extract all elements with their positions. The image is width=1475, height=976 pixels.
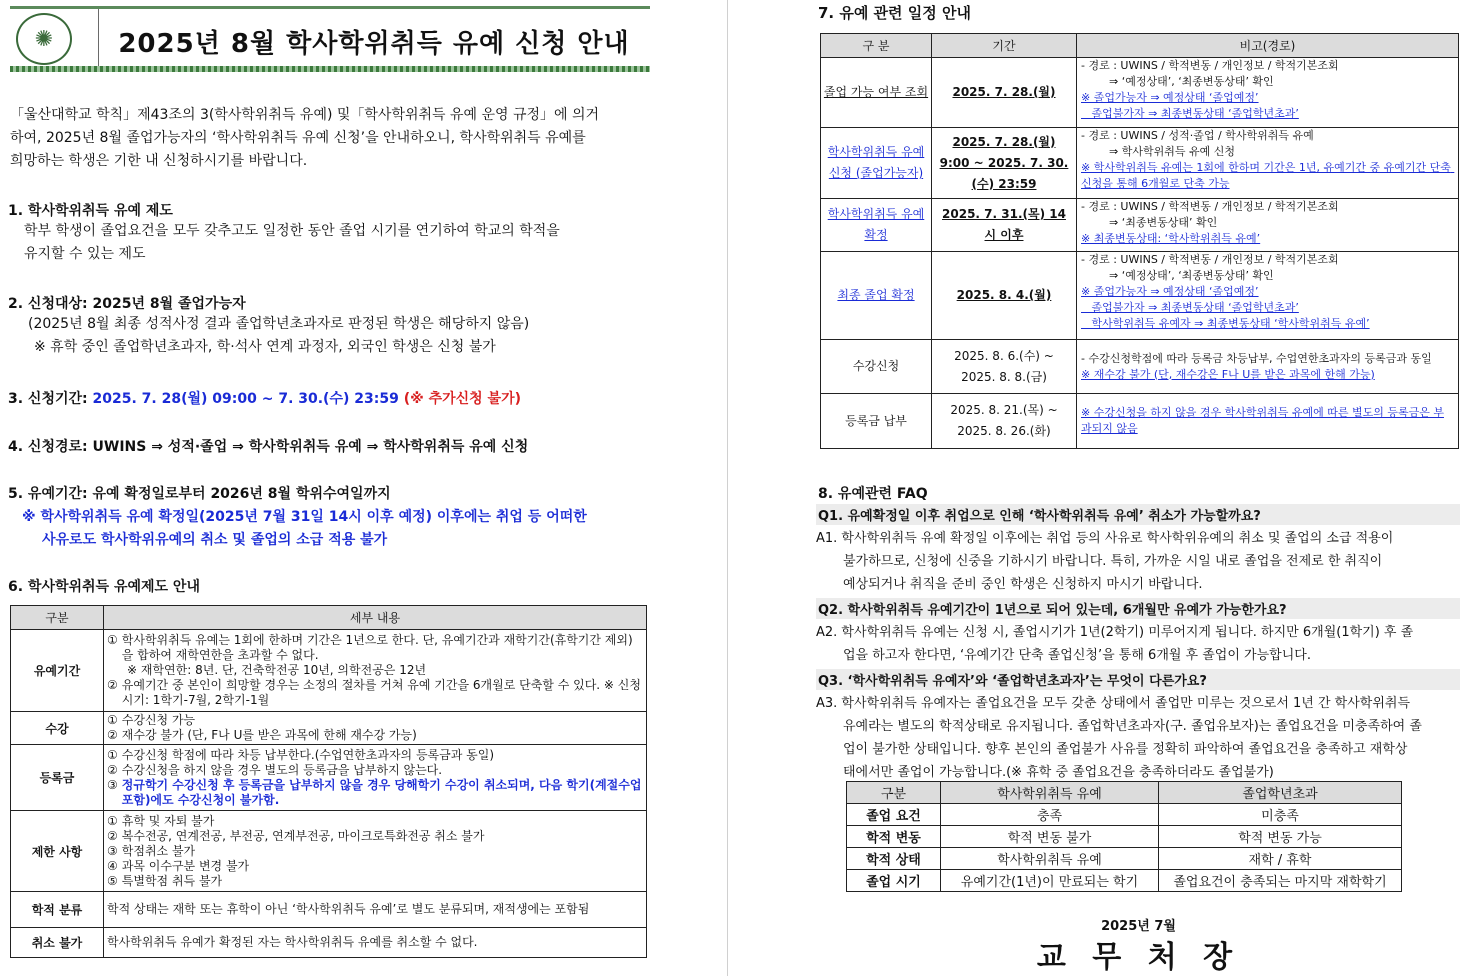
table-header-cell: 학사학위취득 유예: [941, 782, 1159, 804]
item-number: ①: [107, 747, 118, 762]
table-row: [847, 804, 1402, 826]
item-text: ※ 재학연한: 8년. 단, 건축학전공 10년, 의학전공은 12년: [127, 663, 427, 677]
document-header: [10, 6, 650, 72]
faq-answer-line: 예상되거나 취직을 준비 중인 학생은 신청하지 마시기 바랍니다.: [843, 577, 1203, 592]
faq-question: Q2. 학사학위취득 유예기간이 1년으로 되어 있는데, 6개월만 유예가 가능한가요?: [816, 598, 1460, 619]
schedule-period-cell: 2025. 7. 28.(월) 9:00 ~ 2025. 7. 30.(수) 23:59: [932, 128, 1077, 199]
schedule-label-cell: 등록금 납부: [821, 394, 932, 449]
list-item: [107, 902, 643, 917]
note-line: ⇒ 학사학위취득 유예 신청: [1081, 145, 1235, 158]
item-number: ①: [107, 633, 118, 647]
note-line: - 경로 : UWINS / 성적·졸업 / 학사학위취득 유예: [1081, 129, 1314, 142]
item-number: ②: [107, 762, 118, 777]
content-list: [107, 633, 643, 708]
schedule-table: [820, 33, 1459, 449]
schedule-notes-cell: [1077, 58, 1459, 128]
row-content-cell: [104, 892, 647, 928]
list-item: [107, 829, 643, 844]
list-item: [107, 713, 643, 728]
schedule-period-cell: 2025. 7. 31.(목) 14시 이후: [932, 199, 1077, 252]
table-row: [821, 199, 1459, 252]
note-line: ⇒ ‘예정상태’, ‘최종변동상태’ 확인: [1081, 269, 1274, 282]
table-cell: 학적 변동 가능: [1159, 826, 1402, 848]
schedule-label-cell: 수강신청: [821, 340, 932, 394]
note-line: 학사학위취득 유예자 ⇒ 최종변동상태 ‘학사학위취득 유예’: [1081, 317, 1370, 330]
list-item: [107, 778, 643, 808]
note-line: ⇒ ‘예정상태’, ‘최종변동상태’ 확인: [1081, 75, 1274, 88]
intro-line: 「울산대학교 학칙」제43조의 3(학사학위취득 유예) 및「학사학위취득 유예 운영 규정」에 의거: [10, 107, 600, 123]
schedule-notes-cell: [1077, 199, 1459, 252]
row-label-cell: 학적 분류: [11, 892, 104, 928]
faq-question: Q1. 유예확정일 이후 취업으로 인해 ‘학사학위취득 유예’ 취소가 가능할까요?: [816, 504, 1460, 525]
table-row: [11, 745, 647, 811]
document-page-left: [0, 0, 660, 976]
table-row: [11, 712, 647, 745]
section-5-note-line: ※ 학사학위취득 유예 확정일(2025년 7월 31일 14시 이후 예정) 이후에는 취업 등 어떠한: [22, 509, 587, 525]
faq-answer-line: A2. 학사학위취득 유예는 신청 시, 졸업시기가 1년(2학기) 미루어지게 됩니다. 하지만 6개월(1학기) 후 졸: [816, 625, 1414, 640]
item-number: ⑤: [107, 873, 118, 888]
note-line: - 경로 : UWINS / 학적변동 / 개인정보 / 학적기본조회: [1081, 253, 1339, 266]
section-3-note: (※ 추가신청 불가): [403, 391, 522, 407]
row-content-cell: [104, 712, 647, 745]
content-list: [107, 713, 643, 743]
schedule-notes-cell: [1077, 252, 1459, 340]
item-text: 정규학기 수강신청 후 등록금을 납부하지 않을 경우 당해학기 수강이 취소되며, 다음 학기(계절수업 포함)에도 수강신청이 불가함.: [121, 777, 642, 807]
table-header-cell: 세부 내용: [104, 606, 647, 630]
table-cell: 졸업 요건: [847, 804, 941, 826]
list-item: [107, 844, 643, 859]
section-2-body: [28, 313, 529, 359]
note-line: ※ 졸업가능자 ⇒ 예정상태 ‘졸업예정’: [1081, 285, 1259, 298]
schedule-label-cell: 학사학위취득 유예 신청 (졸업가능자): [821, 128, 932, 199]
schedule-period-cell: 2025. 8. 6.(수) ~ 2025. 8. 8.(금): [932, 340, 1077, 394]
item-number: ③: [107, 777, 118, 792]
section-6-title: 6. 학사학위취득 유예제도 안내: [8, 579, 200, 595]
faq-question: Q3. ‘학사학위취득 유예자’와 ‘졸업학년초과자’는 무엇이 다른가요?: [816, 669, 1460, 690]
table-cell: 재학 / 휴학: [1159, 848, 1402, 870]
faq-answer: [816, 527, 1460, 596]
document-title: 2025년 8월 학사학위취득 유예 신청 안내: [118, 29, 630, 59]
table-cell: 학적 상태: [847, 848, 941, 870]
table-cell: 학사학위취득 유예: [941, 848, 1159, 870]
table-cell: 졸업 시기: [847, 870, 941, 892]
university-seal-icon: ✺: [16, 13, 72, 65]
item-text: 수강신청 가능: [121, 713, 196, 727]
row-label-cell: 취소 불가: [11, 928, 104, 958]
note-line: 졸업불가자 ⇒ 최종변동상태 ‘졸업학년초과’: [1081, 301, 1299, 314]
item-text: 복수전공, 연계전공, 부전공, 연계부전공, 마이크로특화전공 취소 불가: [121, 828, 485, 843]
schedule-label-cell: 졸업 가능 여부 조회: [821, 58, 932, 128]
table-row: [11, 892, 647, 928]
section-7-title: 7. 유예 관련 일정 안내: [818, 4, 971, 22]
table-row: [847, 826, 1402, 848]
table-row: [821, 58, 1459, 128]
page-gutter: [727, 0, 728, 976]
section-2-note: ※ 휴학 중인 졸업학년초과자, 학·석사 연계 과정자, 외국인 학생은 신청 불가: [34, 339, 496, 355]
section-3-period: 2025. 7. 28(월) 09:00 ~ 7. 30.(수) 23:59: [92, 391, 399, 407]
list-item: [107, 678, 643, 708]
section-1-body: [24, 220, 560, 266]
faq-answer-line: 불가하므로, 신청에 신중을 기하시기 바랍니다. 특히, 가까운 시일 내로 졸업을 전제로 한 취직이: [843, 554, 1383, 569]
item-text: 휴학 및 자퇴 불가: [121, 813, 215, 828]
row-label-cell: 제한 사항: [11, 811, 104, 892]
faq-answer-line: 유예라는 별도의 학적상태로 유지됩니다. 졸업학년초과자(구. 졸업유보자)는 졸업요건을 미충족하여 졸: [843, 719, 1422, 734]
section-2-title: 2. 신청대상: 2025년 8월 졸업가능자: [8, 296, 246, 312]
table-row: [847, 848, 1402, 870]
section-1-line: 유지할 수 있는 제도: [24, 246, 146, 262]
section-3: [8, 388, 521, 408]
table-header-cell: 구분: [11, 606, 104, 630]
section-5-title: 5. 유예기간: 유예 확정일로부터 2026년 8월 학위수여일까지: [8, 486, 391, 502]
faq-list: [816, 504, 1460, 784]
section-1-line: 학부 학생이 졸업요건을 모두 갖추고도 일정한 동안 졸업 시기를 연기하여 학교의 학적을: [24, 223, 560, 239]
intro-line: 희망하는 학생은 기한 내 신청하시기를 바랍니다.: [10, 153, 308, 169]
section-1-title: 1. 학사학위취득 유예 제도: [8, 203, 173, 219]
content-list: [107, 814, 643, 889]
table-cell: 충족: [941, 804, 1159, 826]
schedule-period-cell: 2025. 8. 21.(목) ~ 2025. 8. 26.(화): [932, 394, 1077, 449]
faq-answer: [816, 692, 1460, 784]
list-item: [107, 874, 643, 889]
table-row: [847, 870, 1402, 892]
item-text: 학사학위취득 유예가 확정된 자는 학사학위취득 유예를 취소할 수 없다.: [107, 935, 478, 949]
table-row: [11, 928, 647, 958]
header-decorative-band: [10, 66, 650, 72]
item-number: ③: [107, 843, 118, 858]
intro-paragraph: [10, 104, 599, 173]
item-number: ①: [107, 713, 118, 727]
item-text: 유예기간 중 본인이 희망할 경우는 소정의 절차를 거쳐 유예 기간을 6개월로 단축할 수 있다. ※ 신청시기: 1학기-7월, 2학기-1월: [121, 678, 641, 707]
faq-answer-line: 태에서만 졸업이 가능합니다.(※ 휴학 중 졸업요건을 충족하더라도 졸업불가): [843, 765, 1274, 780]
list-item: [107, 859, 643, 874]
table-row: [821, 128, 1459, 199]
list-item: [107, 663, 643, 678]
list-item: [107, 935, 643, 950]
item-number: ④: [107, 858, 118, 873]
section-8-title: 8. 유예관련 FAQ: [818, 486, 928, 502]
note-line: ⇒ ‘최종변동상태’ 확인: [1081, 216, 1218, 229]
comparison-table: [846, 781, 1402, 892]
row-label-cell: 유예기간: [11, 630, 104, 712]
item-text: 수강신청을 하지 않을 경우 별도의 등록금을 납부하지 않는다.: [121, 762, 443, 777]
row-content-cell: [104, 811, 647, 892]
schedule-label-cell: 학사학위취득 유예 확정: [821, 199, 932, 252]
table-header-cell: 졸업학년초과: [1159, 782, 1402, 804]
item-text: 학적 상태는 재학 또는 휴학이 아닌 ‘학사학위취득 유예’로 별도 분류되며, 재적생에는 포함됨: [107, 902, 590, 916]
schedule-period-cell: 2025. 8. 4.(월): [932, 252, 1077, 340]
note-line: ※ 수강신청을 하지 않을 경우 학사학위취득 유예에 따른 별도의 등록금은 부과되지 않음: [1081, 406, 1444, 435]
section-3-label: 3. 신청기간:: [8, 391, 93, 407]
table-row: [821, 340, 1459, 394]
note-line: - 수강신청학점에 따라 등록금 차등납부, 수업연한초과자의 등록금과 동일: [1081, 351, 1432, 365]
table-header-cell: 구 분: [821, 34, 932, 58]
row-content-cell: [104, 928, 647, 958]
schedule-label-cell: 최종 졸업 확정: [821, 252, 932, 340]
schedule-period-cell: 2025. 7. 28.(월): [932, 58, 1077, 128]
row-label-cell: 수강: [11, 712, 104, 745]
content-list: [107, 748, 643, 808]
table-header-cell: 기간: [932, 34, 1077, 58]
list-item: [107, 633, 643, 663]
section-5-note: [22, 506, 587, 552]
item-number: ②: [107, 678, 118, 692]
item-number: ①: [107, 813, 118, 828]
table-header-cell: 비고(경로): [1077, 34, 1459, 58]
item-text: 학점취소 불가: [121, 843, 196, 858]
document-page-right: [740, 0, 1475, 976]
faq-answer-line: 업을 하고자 한다면, ‘유예기간 단축 졸업신청’을 통해 6개월 후 졸업이 가능합니다.: [843, 648, 1311, 663]
footer-office: 교 무 처 장: [1036, 940, 1241, 975]
row-content-cell: [104, 630, 647, 712]
row-label-cell: 등록금: [11, 745, 104, 811]
table-cell: 유예기간(1년)이 만료되는 학기: [941, 870, 1159, 892]
row-content-cell: [104, 745, 647, 811]
note-line: ※ 졸업가능자 ⇒ 예정상태 ‘졸업예정’: [1081, 91, 1259, 104]
footer-date: 2025년 7월: [1101, 919, 1176, 934]
item-number: ②: [107, 728, 118, 742]
schedule-notes-cell: [1077, 340, 1459, 394]
item-text: 특별학점 취득 불가: [121, 873, 223, 888]
faq-answer: [816, 621, 1460, 667]
list-item: [107, 728, 643, 743]
note-line: ※ 재수강 불가 (단, 재수강은 F나 U를 받은 과목에 한해 가능): [1081, 367, 1375, 381]
table-cell: 미충족: [1159, 804, 1402, 826]
schedule-notes-cell: [1077, 394, 1459, 449]
item-text: 재수강 불가 (단, F나 U를 받은 과목에 한해 재수강 가능): [121, 728, 417, 742]
item-text: 학사학위취득 유예는 1회에 한하며 기간은 1년으로 한다. 단, 유예기간과 재학기간(휴학기간 제외)을 합하여 재학연한을 초과할 수 없다.: [121, 633, 633, 662]
note-line: - 경로 : UWINS / 학적변동 / 개인정보 / 학적기본조회: [1081, 200, 1339, 213]
note-line: 졸업불가자 ⇒ 최종변동상태 ‘졸업학년초과’: [1081, 107, 1299, 120]
section-4-title: 4. 신청경로: UWINS ⇒ 성적·졸업 ⇒ 학사학위취득 유예 ⇒ 학사학위취득 유예 신청: [8, 439, 529, 455]
faq-answer-line: A3. 학사학위취득 유예자는 졸업요건을 모두 갖춘 상태에서 졸업만 미루는 것으로서 1년 간 학사학위취득: [816, 696, 1411, 711]
item-number: ②: [107, 828, 118, 843]
content-list: [107, 902, 643, 917]
list-item: [107, 763, 643, 778]
faq-answer-line: 업이 불가한 상태입니다. 향후 본인의 졸업불가 사유를 정확히 파악하여 졸업요건을 충족하고 재학상: [843, 742, 1408, 757]
table-header-cell: 구분: [847, 782, 941, 804]
section-5-note-line: 사유로도 학사학위유예의 취소 및 졸업의 소급 적용 불가: [42, 532, 388, 548]
section-2-line: (2025년 8월 최종 성적사정 결과 졸업학년초과자로 판정된 학생은 해당하지 않음): [28, 316, 530, 332]
item-text: 수강신청 학점에 따라 차등 납부한다.(수업연한초과자의 등록금과 동일): [121, 747, 495, 762]
table-row: [11, 630, 647, 712]
faq-answer-line: A1. 학사학위취득 유예 확정일 이후에는 취업 등의 사유로 학사학위유예의 취소 및 졸업의 소급 적용이: [816, 531, 1394, 546]
table-cell: 학적 변동: [847, 826, 941, 848]
table-row: [11, 811, 647, 892]
content-list: [107, 935, 643, 950]
note-line: - 경로 : UWINS / 학적변동 / 개인정보 / 학적기본조회: [1081, 59, 1339, 72]
schedule-notes-cell: [1077, 128, 1459, 199]
note-line: ※ 최종변동상태: ‘학사학위취득 유예’: [1081, 232, 1261, 245]
note-line: ※ 학사학위취득 유예는 1회에 한하며 기간은 1년, 유예기간 중 유예기간 단축 신청을 통해 6개월로 단축 가능: [1081, 161, 1455, 190]
table-cell: 졸업요건이 충족되는 마지막 재학학기: [1159, 870, 1402, 892]
institution-table: [10, 605, 647, 958]
intro-line: 하여, 2025년 8월 졸업가능자의 ‘학사학위취득 유예 신청’을 안내하오니, 학사학위취득 유예를: [10, 130, 586, 146]
list-item: [107, 814, 643, 829]
item-text: 과목 이수구분 변경 불가: [121, 858, 250, 873]
table-row: [821, 252, 1459, 340]
table-cell: 학적 변동 불가: [941, 826, 1159, 848]
list-item: [107, 748, 643, 763]
table-row: [821, 394, 1459, 449]
